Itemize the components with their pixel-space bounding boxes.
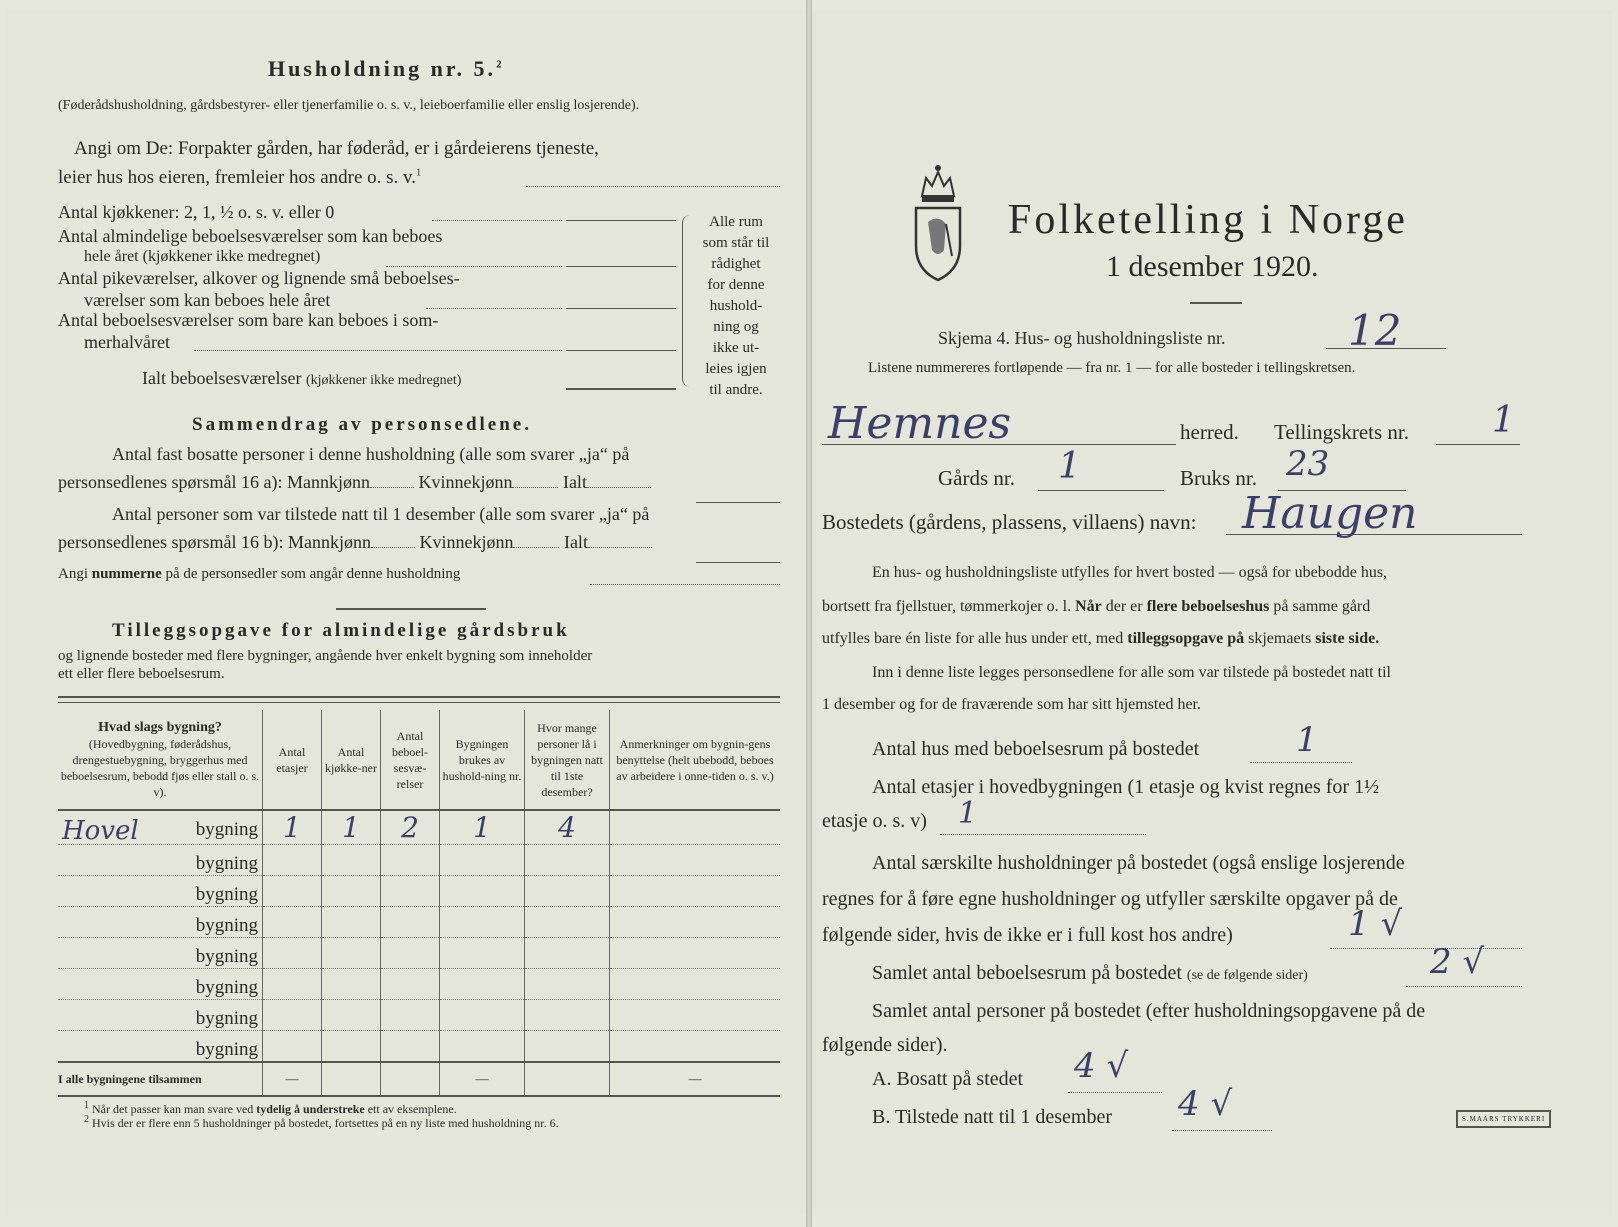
tilstede-value: 4 √	[1178, 1084, 1233, 1124]
col-anmerkninger: Anmerkninger om bygnin-gens benyttelse (helt ubebodd, beboes av arbeidere i onne-tiden o. s. v.)	[610, 710, 781, 810]
cell-bygning	[58, 1031, 263, 1063]
cell-etasjer	[263, 969, 322, 1000]
bygning-label: bygning	[195, 884, 258, 905]
cell-personer	[525, 938, 610, 969]
info-p2-l2: 1 desember og for de fraværende som har sitt hjemsted her.	[822, 696, 1201, 713]
footnote-1: $^1$ Når det passer kan man svare ved tydelig å understreke ett av eksemplene.	[84, 1100, 457, 1116]
total-cell	[322, 1062, 381, 1096]
building-name-value: Hovel	[62, 816, 139, 846]
listene-note: Listene nummereres fortløpende — fra nr. 1 — for alle bosteder i tellingskretsen.	[868, 360, 1356, 376]
angi-line-1: Angi om De: Forpakter gården, har føderåd, er i gårdeierens tjeneste,	[74, 138, 599, 159]
tellingskrets-label: Tellingskrets nr.	[1274, 420, 1410, 444]
col-hushold: Bygningen brukes av hushold-ning nr.	[440, 710, 525, 810]
cell-hushold	[440, 907, 525, 938]
bygning-label: bygning	[195, 946, 258, 967]
cell-vaerelser	[381, 938, 440, 969]
info-p2-l1: Inn i denne liste legges personsedlene for alle som var tilstede på bostedet natt til	[872, 664, 1391, 681]
cell-etasjer	[263, 1031, 322, 1063]
household-title: Husholdning nr. 5.$^2$	[268, 56, 505, 81]
bosted-value: Haugen	[1242, 488, 1418, 539]
bygning-label: bygning	[195, 1008, 258, 1029]
cell-personer	[525, 969, 610, 1000]
saerskilte-value: 1 √	[1348, 904, 1403, 944]
bygning-label: bygning	[195, 915, 258, 936]
cell-kjokkener	[322, 969, 381, 1000]
cell-anm	[610, 938, 781, 969]
etasjer-line-1: Antal etasjer i hovedbygningen (1 etasje og kvist regnes for 1½	[872, 776, 1380, 798]
bygning-label: bygning	[195, 977, 258, 998]
herred-label: herred.	[1180, 420, 1239, 444]
table-row	[58, 907, 780, 938]
footnote-2: $^2$ Hvis der er flere enn 5 husholdninger på bostedet, fortsettes på en ny liste med husholdning nr. 6.	[84, 1114, 559, 1130]
cell-kjokkener	[322, 1031, 381, 1063]
total-cell: —	[610, 1062, 781, 1096]
cell-vaerelser	[381, 845, 440, 876]
hus-value: 1	[1296, 720, 1318, 760]
fast-line-1: Antal fast bosatte personer i denne husholdning (alle som svarer „ja“ på	[112, 444, 630, 464]
cell-personer	[525, 876, 610, 907]
table-row	[58, 810, 780, 845]
cell-vaerelser	[381, 1031, 440, 1063]
bosatt-value: 4 √	[1074, 1046, 1129, 1086]
cell-etasjer	[263, 938, 322, 969]
table-row	[58, 1000, 780, 1031]
main-title: Folketelling i Norge	[1008, 197, 1408, 243]
cell-bygning	[58, 938, 263, 969]
cell-etasjer	[263, 845, 322, 876]
tellingskrets-value: 1	[1492, 400, 1515, 441]
pike-line-2: værelser som kan beboes hele året	[84, 290, 331, 310]
cell-vaerelser	[381, 907, 440, 938]
total-cell: —	[440, 1062, 525, 1096]
sammendrag-title: Sammendrag av personsedlene.	[192, 414, 532, 435]
right-page	[812, 10, 1612, 1215]
samlet-rum-value: 2 √	[1430, 942, 1485, 982]
bygning-label: bygning	[195, 819, 258, 840]
cell-etasjer	[263, 1000, 322, 1031]
sommer-line-1: Antal beboelsesværelser som bare kan beboes i som-	[58, 310, 439, 330]
etasjer-value: 1	[958, 796, 978, 831]
tilstede-label: B. Tilstede natt til 1 desember	[872, 1106, 1112, 1128]
col-etasjer: Antal etasjer	[263, 710, 322, 810]
skjema-nr-value: 12	[1348, 306, 1402, 355]
saerskilte-line-2: regnes for å føre egne husholdninger og utfyller særskilte opgaver på de	[822, 888, 1398, 910]
tillegg-sub-1: og lignende bosteder med flere bygninger, angående hver enkelt bygning som inneholder	[58, 648, 593, 664]
kjokkener-label: Antal kjøkkener: 2, 1, ½ o. s. v. eller 0	[58, 202, 335, 222]
cell-kjokkener	[322, 907, 381, 938]
cell-bygning	[58, 845, 263, 876]
cell-hushold: 1	[440, 810, 525, 845]
herred-value: Hemnes	[828, 398, 1012, 449]
tillegg-title: Tilleggsopgave for almindelige gårdsbruk	[112, 620, 570, 641]
info-p1-l1: En hus- og husholdningsliste utfylles for hvert bosted — også for ubebodde hus,	[872, 564, 1388, 581]
cell-vaerelser: 2	[381, 810, 440, 845]
cell-personer	[525, 845, 610, 876]
cell-hushold	[440, 1031, 525, 1063]
cell-vaerelser	[381, 1000, 440, 1031]
bruks-label: Bruks nr.	[1180, 466, 1258, 490]
cell-bygning	[58, 810, 263, 845]
angi-line-2: leier hus hos eieren, fremleier hos andre o. s. v.$^1$	[58, 167, 422, 188]
col-personer: Hvor mange personer lå i bygningen natt til 1ste desember?	[525, 710, 610, 810]
alm-line-2: hele året (kjøkkener ikke medregnet)	[84, 248, 321, 265]
cell-anm	[610, 1000, 781, 1031]
alle-rum-note: Alle rum som står til rådighet for denne hushold- ning og ikke ut- leies igjen til andre.	[702, 214, 770, 398]
bosatt-label: A. Bosatt på stedet	[872, 1068, 1024, 1090]
samlet-rum-label: Samlet antal beboelsesrum på bostedet (se de følgende sider)	[872, 962, 1308, 984]
samlet-pers-line-2: følgende sider).	[822, 1034, 948, 1056]
info-p1-l3: utfylles bare én liste for alle hus under ett, med tilleggsopgave på skjemaets siste side.	[822, 630, 1380, 647]
cell-vaerelser	[381, 876, 440, 907]
table-row	[58, 938, 780, 969]
cell-hushold	[440, 876, 525, 907]
cell-personer	[525, 1000, 610, 1031]
info-p1-l2: bortsett fra fjellstuer, tømmerkojer o. l. Når der er flere beboelseshus på samme gård	[822, 598, 1371, 615]
cell-anm	[610, 876, 781, 907]
pike-line-1: Antal pikeværelser, alkover og lignende små beboelses-	[58, 268, 460, 288]
cell-etasjer	[263, 876, 322, 907]
cell-personer: 4	[525, 810, 610, 845]
bygning-label: bygning	[195, 1039, 258, 1060]
cell-hushold	[440, 845, 525, 876]
cell-kjokkener	[322, 876, 381, 907]
table-row	[58, 1031, 780, 1063]
tilstede-line-1: Antal personer som var tilstede natt til 1 desember (alle som svarer „ja“ på	[112, 504, 650, 524]
cell-bygning	[58, 907, 263, 938]
bruks-value: 23	[1286, 444, 1330, 484]
cell-kjokkener	[322, 845, 381, 876]
ialt-rooms-label: Ialt beboelsesværelser (kjøkkener ikke medregnet)	[142, 368, 462, 388]
coat-of-arms-icon	[910, 158, 966, 282]
alm-line-1: Antal almindelige beboelsesværelser som kan beboes	[58, 226, 443, 246]
sommer-line-2: merhalvåret	[84, 332, 170, 352]
gards-value: 1	[1058, 446, 1081, 487]
cell-bygning	[58, 969, 263, 1000]
cell-etasjer: 1	[263, 810, 322, 845]
cell-bygning	[58, 876, 263, 907]
cell-personer	[525, 1031, 610, 1063]
cell-etasjer	[263, 907, 322, 938]
hus-label: Antal hus med beboelsesrum på bostedet	[872, 738, 1200, 760]
col-bygning: Hvad slags bygning? (Hovedbygning, føderådshus, drengestuebygning, bryggerhus med beboelsesrum, bebodd fjøs eller stall o. s. v).	[60, 720, 260, 799]
brace	[682, 215, 693, 387]
etasjer-line-2: etasje o. s. v)	[822, 810, 927, 832]
cell-bygning	[58, 1000, 263, 1031]
col-vaerelser: Antal beboel-sesvæ-relser	[381, 710, 440, 810]
total-cell	[525, 1062, 610, 1096]
skjema-label: Skjema 4. Hus- og husholdningsliste nr.	[938, 328, 1226, 348]
cell-anm	[610, 969, 781, 1000]
cell-kjokkener	[322, 1000, 381, 1031]
bosted-label: Bostedets (gårdens, plassens, villaens) navn:	[822, 510, 1197, 534]
samlet-pers-line-1: Samlet antal personer på bostedet (efter husholdningsopgavene på de	[872, 1000, 1426, 1022]
saerskilte-line-1: Antal særskilte husholdninger på bostedet (også enslige losjerende	[872, 852, 1405, 874]
total-cell: —	[263, 1062, 322, 1096]
printer-stamp: S.MAARS TRYKKERI	[1456, 1110, 1551, 1128]
table-row	[58, 845, 780, 876]
cell-anm	[610, 1031, 781, 1063]
cell-anm	[610, 810, 781, 845]
cell-personer	[525, 907, 610, 938]
cell-hushold	[440, 938, 525, 969]
cell-vaerelser	[381, 969, 440, 1000]
cell-anm	[610, 845, 781, 876]
total-label: I alle bygningene tilsammen	[58, 1062, 263, 1096]
cell-hushold	[440, 969, 525, 1000]
col-kjokkener: Antal kjøkke-ner	[322, 710, 381, 810]
cell-kjokkener	[322, 938, 381, 969]
tilstede-line-2: personsedlenes spørsmål 16 b): Mannkjønn Kvinnekjønn Ialt	[58, 532, 652, 553]
total-cell	[381, 1062, 440, 1096]
census-date: 1 desember 1920.	[1106, 250, 1319, 283]
nummerne-line: Angi nummerne på de personsedler som angår denne husholdning	[58, 566, 461, 582]
total-row	[58, 1062, 780, 1096]
cell-anm	[610, 907, 781, 938]
household-subtitle-1: (Føderådshusholdning, gårdsbestyrer- eller tjenerfamilie o. s. v., leieboerfamilie eller enslig losjerende).	[58, 98, 640, 113]
fast-line-2: personsedlenes spørsmål 16 a): Mannkjønn Kvinnekjønn Ialt	[58, 472, 651, 493]
cell-kjokkener: 1	[322, 810, 381, 845]
table-row	[58, 876, 780, 907]
gards-label: Gårds nr.	[938, 466, 1015, 490]
table-row	[58, 969, 780, 1000]
left-page	[6, 10, 806, 1215]
cell-hushold	[440, 1000, 525, 1031]
bygning-label: bygning	[195, 853, 258, 874]
building-table	[58, 710, 780, 1097]
saerskilte-line-3: følgende sider, hvis de ikke er i full kost hos andre)	[822, 924, 1233, 946]
tillegg-sub-2: ett eller flere beboelsesrum.	[58, 666, 225, 682]
